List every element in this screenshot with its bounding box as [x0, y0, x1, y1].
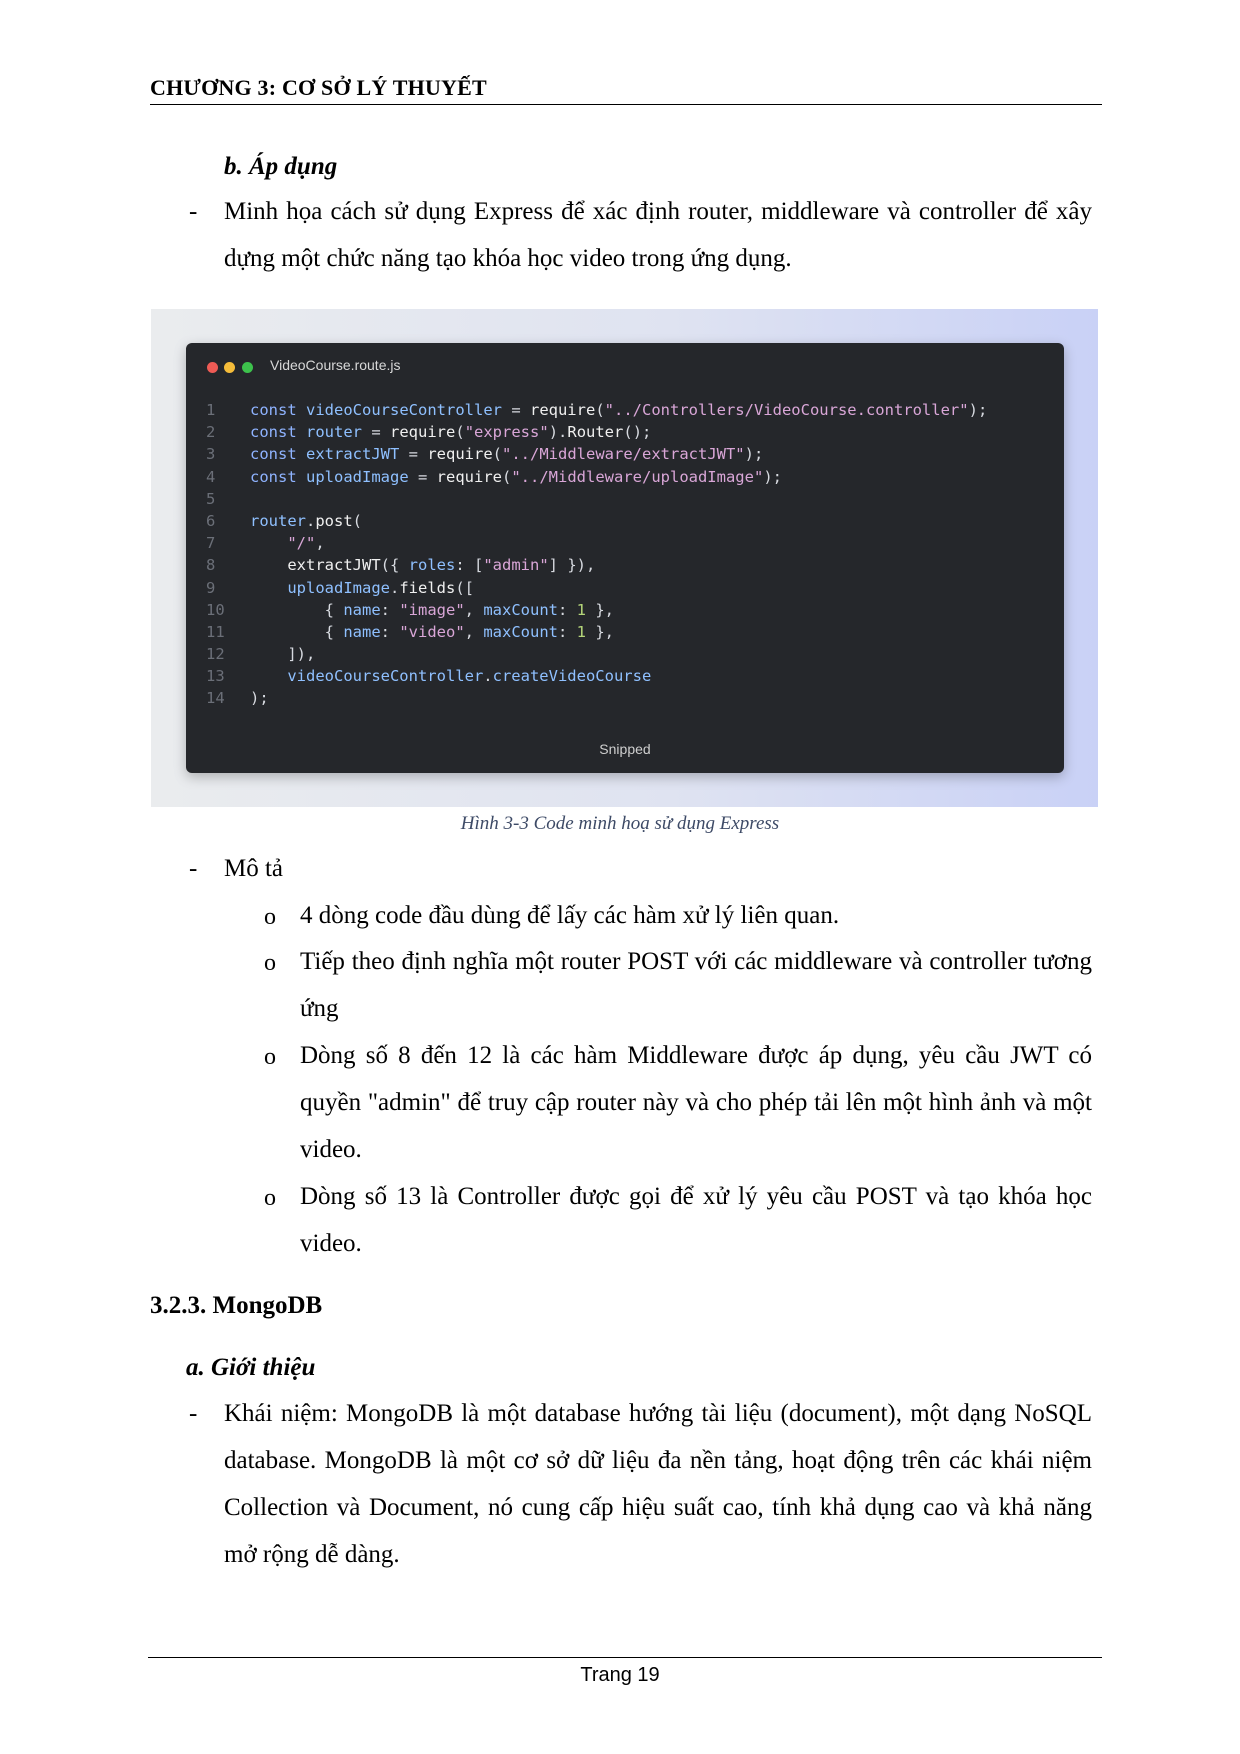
header-divider [150, 104, 1102, 105]
window-maximize-dot [242, 362, 253, 373]
description-item: 4 dòng code đầu dùng để lấy các hàm xử lý liên quan. [300, 902, 840, 929]
code-line [186, 599, 1064, 621]
code-text: uploadImage.fields([ [287, 578, 474, 597]
paragraph-mongodb: Khái niệm: MongoDB là một database hướng tài liệu (document), một dạng NoSQL database. MongoDB là một cơ sở dữ liệu đa nền tảng, hoạt động trên các khái niệm Collection và Document, nó cung cấp hiệu suất cao, tính khả dụng cao và khả năng mở rộng dễ dàng. [224, 1400, 1092, 1568]
line-number: 5 [206, 489, 216, 508]
code-text: const uploadImage = require("../Middleware/uploadImage"); [250, 467, 782, 486]
description-item: Dòng số 13 là Controller được gọi để xử lý yêu cầu POST và tạo khóa học video. [300, 1183, 1092, 1257]
line-number: 9 [206, 578, 216, 597]
code-text: router.post( [250, 511, 363, 530]
description-item: Tiếp theo định nghĩa một router POST với các middleware và controller tương ứng [300, 948, 1092, 1022]
snipped-label: Snipped [599, 741, 651, 757]
line-number: 3 [206, 445, 216, 464]
code-text: extractJWT({ roles: ["admin"] }), [287, 556, 596, 575]
code-line [186, 510, 1064, 532]
code-text: ); [250, 689, 269, 708]
line-number: 1 [206, 401, 216, 419]
line-number: 7 [206, 534, 216, 553]
code-text: const extractJWT = require("../Middleware/extractJWT"); [250, 445, 764, 464]
code-line [186, 532, 1064, 554]
code-line [186, 665, 1064, 687]
code-text: videoCourseController.createVideoCourse [287, 667, 652, 686]
description-label: Mô tả [224, 855, 284, 882]
code-line [186, 687, 1064, 709]
code-line [186, 577, 1064, 599]
code-text: "/", [287, 534, 325, 553]
footer-divider [148, 1657, 1102, 1658]
line-number: 6 [206, 511, 216, 530]
description-item: Dòng số 8 đến 12 là các hàm Middleware được áp dụng, yêu cầu JWT có quyền "admin" để truy cập router này và cho phép tải lên một hình ảnh và một video. [300, 1042, 1092, 1163]
code-line [186, 554, 1064, 576]
line-number: 2 [206, 423, 216, 442]
code-line [186, 399, 1064, 421]
line-number: 12 [206, 645, 225, 664]
code-text: const videoCourseController = require("../Controllers/VideoCourse.controller"); [250, 401, 988, 419]
subsection-heading-intro: a. Giới thiệu [186, 1354, 316, 1381]
line-number: 11 [206, 622, 225, 641]
sub-bullet: o [264, 1185, 276, 1211]
line-number: 10 [206, 600, 225, 619]
code-text: { name: "video", maxCount: 1 }, [250, 622, 614, 641]
code-line [186, 643, 1064, 665]
code-line [186, 621, 1064, 643]
code-text: { name: "image", maxCount: 1 }, [250, 600, 614, 619]
section-heading-apply: b. Áp dụng [224, 153, 338, 180]
code-line [186, 488, 1064, 510]
window-close-dot [207, 362, 218, 373]
line-number: 8 [206, 556, 216, 575]
code-text: const router = require("express").Router(); [250, 423, 652, 442]
page-number: Trang 19 [580, 1664, 660, 1686]
sub-bullet: o [264, 904, 276, 930]
code-window [186, 343, 1064, 773]
bullet-dash: - [189, 198, 198, 225]
code-block [186, 399, 1064, 710]
code-line [186, 466, 1064, 488]
section-heading-mongodb: 3.2.3. MongoDB [150, 1292, 323, 1319]
code-filename: VideoCourse.route.js [270, 357, 401, 373]
chapter-header: CHƯƠNG 3: CƠ SỞ LÝ THUYẾT [150, 75, 487, 100]
bullet-dash: - [189, 855, 198, 882]
line-number: 14 [206, 689, 225, 708]
bullet-dash: - [189, 1400, 198, 1427]
code-line [186, 443, 1064, 465]
figure-caption: Hình 3-3 Code minh hoạ sử dụng Express [460, 813, 780, 834]
line-number: 4 [206, 467, 216, 486]
code-text: ]), [250, 645, 316, 664]
window-minimize-dot [224, 362, 235, 373]
code-line [186, 421, 1064, 443]
line-number: 13 [206, 667, 225, 686]
sub-bullet: o [264, 1044, 276, 1070]
paragraph-apply: Minh họa cách sử dụng Express để xác định router, middleware và controller để xây dựng một chức năng tạo khóa học video trong ứng dụng. [224, 198, 1092, 272]
sub-bullet: o [264, 950, 276, 976]
